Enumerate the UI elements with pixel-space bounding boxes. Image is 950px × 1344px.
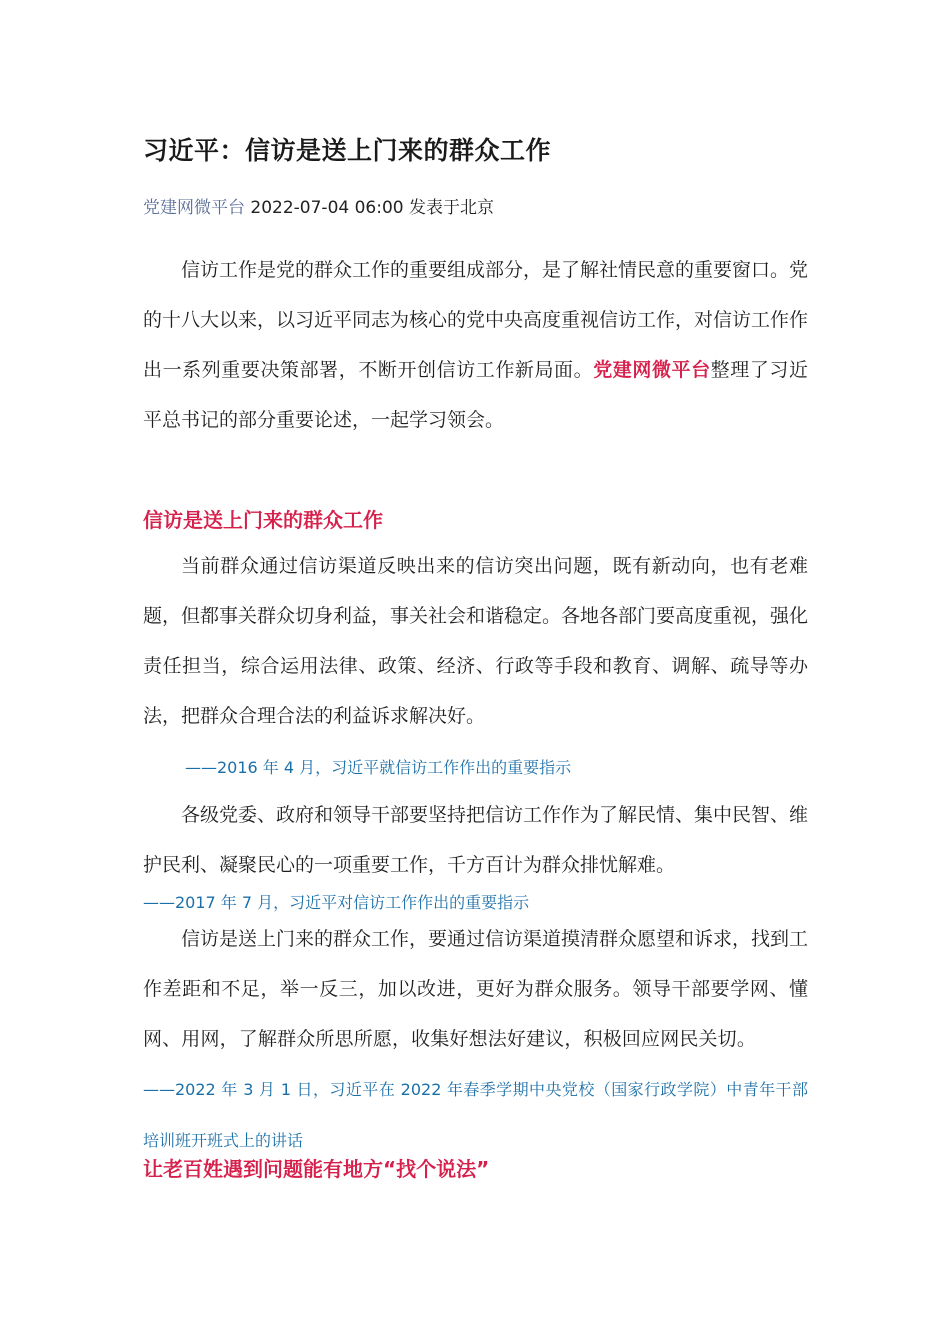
source-link[interactable]: 党建网微平台 [143, 198, 245, 218]
quote-attribution: ——2017 年 7 月，习近平对信访工作作出的重要指示 [143, 893, 530, 912]
article-title: 习近平：信访是送上门来的群众工作 [143, 136, 552, 165]
publish-datetime: 2022-07-04 06:00 [250, 198, 404, 218]
article-meta [143, 193, 494, 218]
intro-paragraph: 信访工作是党的群众工作的重要组成部分，是了解社情民意的重要窗口。党的十八大以来，以习近平同志为核心的党中央高度重视信访工作，对信访工作作出一系列重要决策部署，不断开创信访工作新局面。党建网微平台整理了习近平总书记的部分重要论述，一起学习领会。 [143, 259, 809, 431]
paragraph: 信访是送上门来的群众工作，要通过信访渠道摸清群众愿望和诉求，找到工作差距和不足，举一反三，加以改进，更好为群众服务。领导干部要学网、懂网、用网，了解群众所思所愿，收集好想法好建议，积极回应网民关切。——2022 年 3 月 1 日，习近平在 2022 年春季学期中央党校（国家行政学院）中青年干部培训班开班式上的讲话 [143, 928, 809, 1150]
paragraph: 当前群众通过信访渠道反映出来的信访突出问题，既有新动向，也有老难题，但都事关群众切身利益，事关社会和谐稳定。各地各部门要高度重视，强化责任担当，综合运用法律、政策、经济、行政等手段和教育、调解、疏导等办法，把群众合理合法的利益诉求解决好。 [143, 555, 809, 727]
quote-attribution: ——2022 年 3 月 1 日，习近平在 2022 年春季学期中央党校（国家行政学院）中青年干部培训班开班式上的讲话 [143, 1080, 808, 1150]
paragraph: 各级党委、政府和领导干部要坚持把信访工作作为了解民情、集中民智、维护民利、凝聚民心的一项重要工作，千方百计为群众排忧解难。 [143, 804, 809, 876]
source-highlight: 党建网微平台 [593, 359, 711, 381]
section-heading-2: 让老百姓遇到问题能有地方“找个说法” [143, 1157, 490, 1181]
quote-attribution: ——2016 年 4 月，习近平就信访工作作出的重要指示 [185, 758, 572, 777]
section-heading-1: 信访是送上门来的群众工作 [143, 508, 383, 532]
publish-location: 发表于北京 [409, 198, 495, 218]
